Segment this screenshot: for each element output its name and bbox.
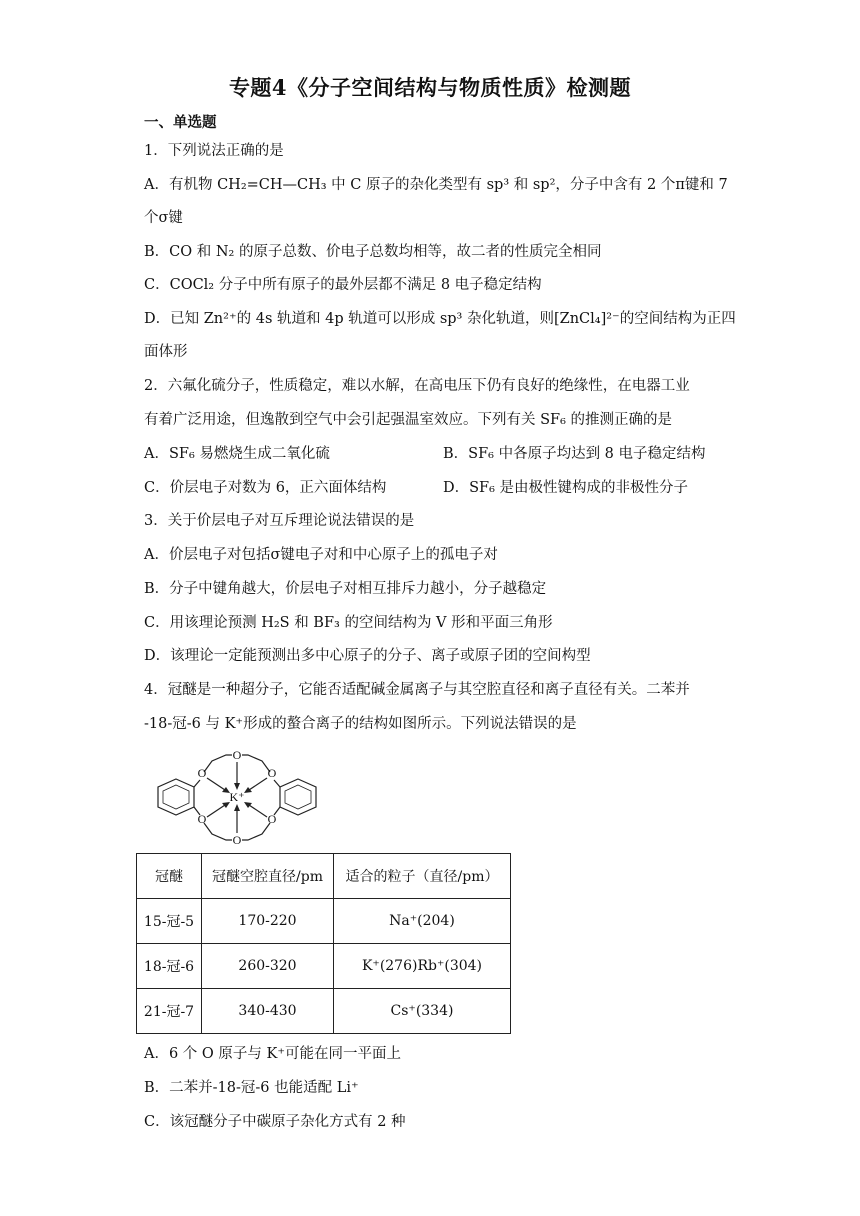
q4-stem-line1: 4．冠醚是一种超分子，它能否适配碱金属离子与其空腔直径和离子直径有关。二苯并 [144,682,690,698]
table-header-row [137,854,511,899]
table-header-cell: 冠醚 [137,854,202,899]
table-cell: 15-冠-5 [137,899,202,944]
q2-option-d: D．SF₆ 是由极性键构成的非极性分子 [443,480,689,496]
table-cell: 260-320 [202,944,334,989]
table-cell: 18-冠-6 [137,944,202,989]
oxygen-top-label: O [232,748,242,762]
q1-option-d-line2: 面体形 [144,344,188,360]
q1-option-c: C．COCl₂ 分子中所有原子的最外层都不满足 8 电子稳定结构 [144,277,542,293]
oxygen-upper-right-label: O [267,766,277,780]
q2-stem-line1: 2．六氟化硫分子，性质稳定，难以水解，在高电压下仍有良好的绝缘性，在电器工业 [144,378,690,394]
q1-option-d-line1: D．已知 Zn²⁺的 4s 轨道和 4p 轨道可以形成 sp³ 杂化轨道，则[ZnCl₄]²⁻的空间结构为正四 [144,311,736,327]
potassium-ion-label: K⁺ [229,790,245,804]
q3-option-c: C．用该理论预测 H₂S 和 BF₃ 的空间结构为 V 形和平面三角形 [144,615,553,631]
right-benzene-inner [285,785,311,809]
left-benzene-inner [163,785,189,809]
q2-option-b: B．SF₆ 中各原子均达到 8 电子稳定结构 [443,446,706,462]
q4-option-c: C．该冠醚分子中碳原子杂化方式有 2 种 [144,1114,406,1130]
table-header-cell: 冠醚空腔直径/pm [202,854,334,899]
table-cell: Na⁺(204) [334,899,511,944]
lower-right-chain [242,823,270,840]
oxygen-upper-left-label: O [197,766,207,780]
q2-option-a: A．SF₆ 易燃烧生成二氧化硫 [144,446,330,462]
q1-stem: 1．下列说法正确的是 [144,143,284,159]
q4-option-b: B．二苯并-18-冠-6 也能适配 Li⁺ [144,1080,359,1096]
crown-ether-structure-diagram [140,745,325,850]
left-ring-o-bonds [194,780,200,815]
upper-right-chain [242,755,270,772]
q2-stem-line2: 有着广泛用途，但逸散到空气中会引起强温室效应。下列有关 SF₆ 的推测正确的是 [144,412,673,428]
table-cell: Cs⁺(334) [334,989,511,1034]
table-row [137,944,511,989]
table-cell: 170-220 [202,899,334,944]
q1-option-a-line1: A．有机物 CH₂=CH—CH₃ 中 C 原子的杂化类型有 sp³ 和 sp²，分子中含有 2 个π键和 7 [144,177,728,193]
q1-option-b: B．CO 和 N₂ 的原子总数、价电子总数均相等，故二者的性质完全相同 [144,244,602,260]
q4-option-a: A．6 个 O 原子与 K⁺可能在同一平面上 [144,1046,402,1062]
q2-option-c: C．价层电子对数为 6，正六面体结构 [144,480,387,496]
right-ring-o-bonds [274,780,280,815]
oxygen-lower-left-label: O [197,812,207,826]
table-cell: 21-冠-7 [137,989,202,1034]
table-header-cell: 适合的粒子（直径/pm） [334,854,511,899]
q3-option-a: A．价层电子对包括σ键电子对和中心原子上的孤电子对 [144,547,498,563]
q3-option-d: D．该理论一定能预测出多中心原子的分子、离子或原子团的空间构型 [144,648,591,664]
oxygen-lower-right-label: O [267,812,277,826]
crown-ether-table [136,853,511,1034]
table-cell: K⁺(276)Rb⁺(304) [334,944,511,989]
table-row [137,899,511,944]
q3-stem: 3．关于价层电子对互斥理论说法错误的是 [144,513,415,529]
q4-stem-line2: -18-冠-6 与 K⁺形成的螯合离子的结构如图所示。下列说法错误的是 [144,716,577,732]
table-cell: 340-430 [202,989,334,1034]
oxygen-bottom-label: O [232,833,242,847]
page-title: 专题4《分子空间结构与物质性质》检测题 [228,75,632,100]
upper-left-chain [204,755,232,772]
q3-option-b: B．分子中键角越大，价层电子对相互排斥力越小，分子越稳定 [144,581,547,597]
lower-left-chain [204,823,232,840]
table-row [137,989,511,1034]
section-heading: 一、单选题 [144,114,217,131]
q1-option-a-line2: 个σ键 [144,210,183,226]
